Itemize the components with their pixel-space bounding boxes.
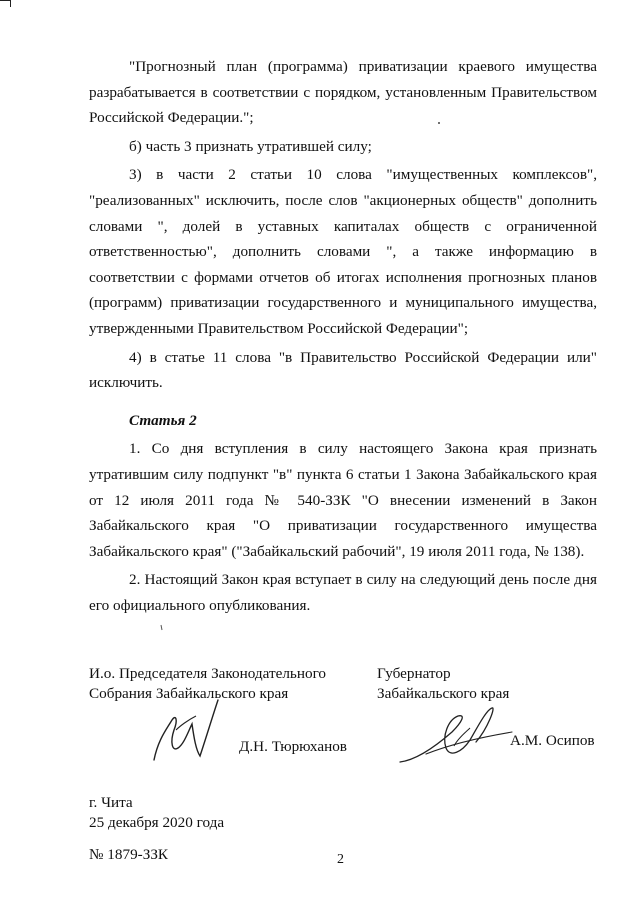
paragraph-item-3: 3) в части 2 статьи 10 слова "имущественных комплексов", "реализованных" исключить, после слов "акционерных обществ" дополнить словами ", долей в уставных капиталах обществ с ограниченной ответственностью", дополнить словами ", а также информацию в соответствии с формами отчетов об итогах исполнения прогнозных планов (программ) приватизации государственного и муниципального имущества, утвержденными Правительством Российской Федерации"; (89, 166, 597, 337)
left-signer-position-line1: И.о. Председателя Законодательного (89, 665, 327, 682)
left-signer-position-line2: Собрания Забайкальского края (89, 685, 289, 702)
scan-speck (159, 624, 165, 632)
scan-speck (437, 121, 441, 125)
document-body (89, 54, 597, 618)
right-signer-position-line1: Губернатор (377, 665, 451, 682)
footer-city: г. Чита (89, 794, 133, 811)
right-signer-name: А.М. Осипов (510, 732, 595, 749)
right-signer-position (377, 664, 509, 704)
paragraph-item-b: б) часть 3 признать утратившей силу; (129, 137, 372, 155)
article-paragraph-1: 1. Со дня вступления в силу настоящего Закона края признать утратившим силу подпункт "в" пункта 6 статьи 1 Закона Забайкальского края от 12 июля 2011 года № 540-ЗЗК "О внесении изменений в Закон Забайкальского края "О приватизации государственного имущества Забайкальского края" ("Забайкальский рабочий", 19 июля 2011 года, № 138). (89, 440, 597, 560)
article-paragraph-2: 2. Настоящий Закон края вступает в силу на следующий день после дня его официального опубликования. (89, 571, 597, 614)
page-number: 2 (337, 852, 344, 867)
left-handwritten-signature (148, 690, 228, 770)
scan-corner-mark (0, 0, 11, 7)
footer-law-number: № 1879-ЗЗК (89, 846, 169, 863)
paragraph-quoted-plan: "Прогнозный план (программа) приватизации краевого имущества разрабатывается в соответствии с порядком, установленным Правительством Российской Федерации."; (89, 58, 597, 127)
article-heading: Статья 2 (129, 411, 197, 429)
right-signer-position-line2: Забайкальского края (377, 685, 510, 702)
paragraph-item-4: 4) в статье 11 слова "в Правительство Российской Федерации или" исключить. (89, 348, 597, 392)
left-signer-name: Д.Н. Тюрюханов (239, 738, 347, 755)
right-handwritten-signature (396, 702, 516, 772)
footer-date: 25 декабря 2020 года (89, 814, 225, 831)
